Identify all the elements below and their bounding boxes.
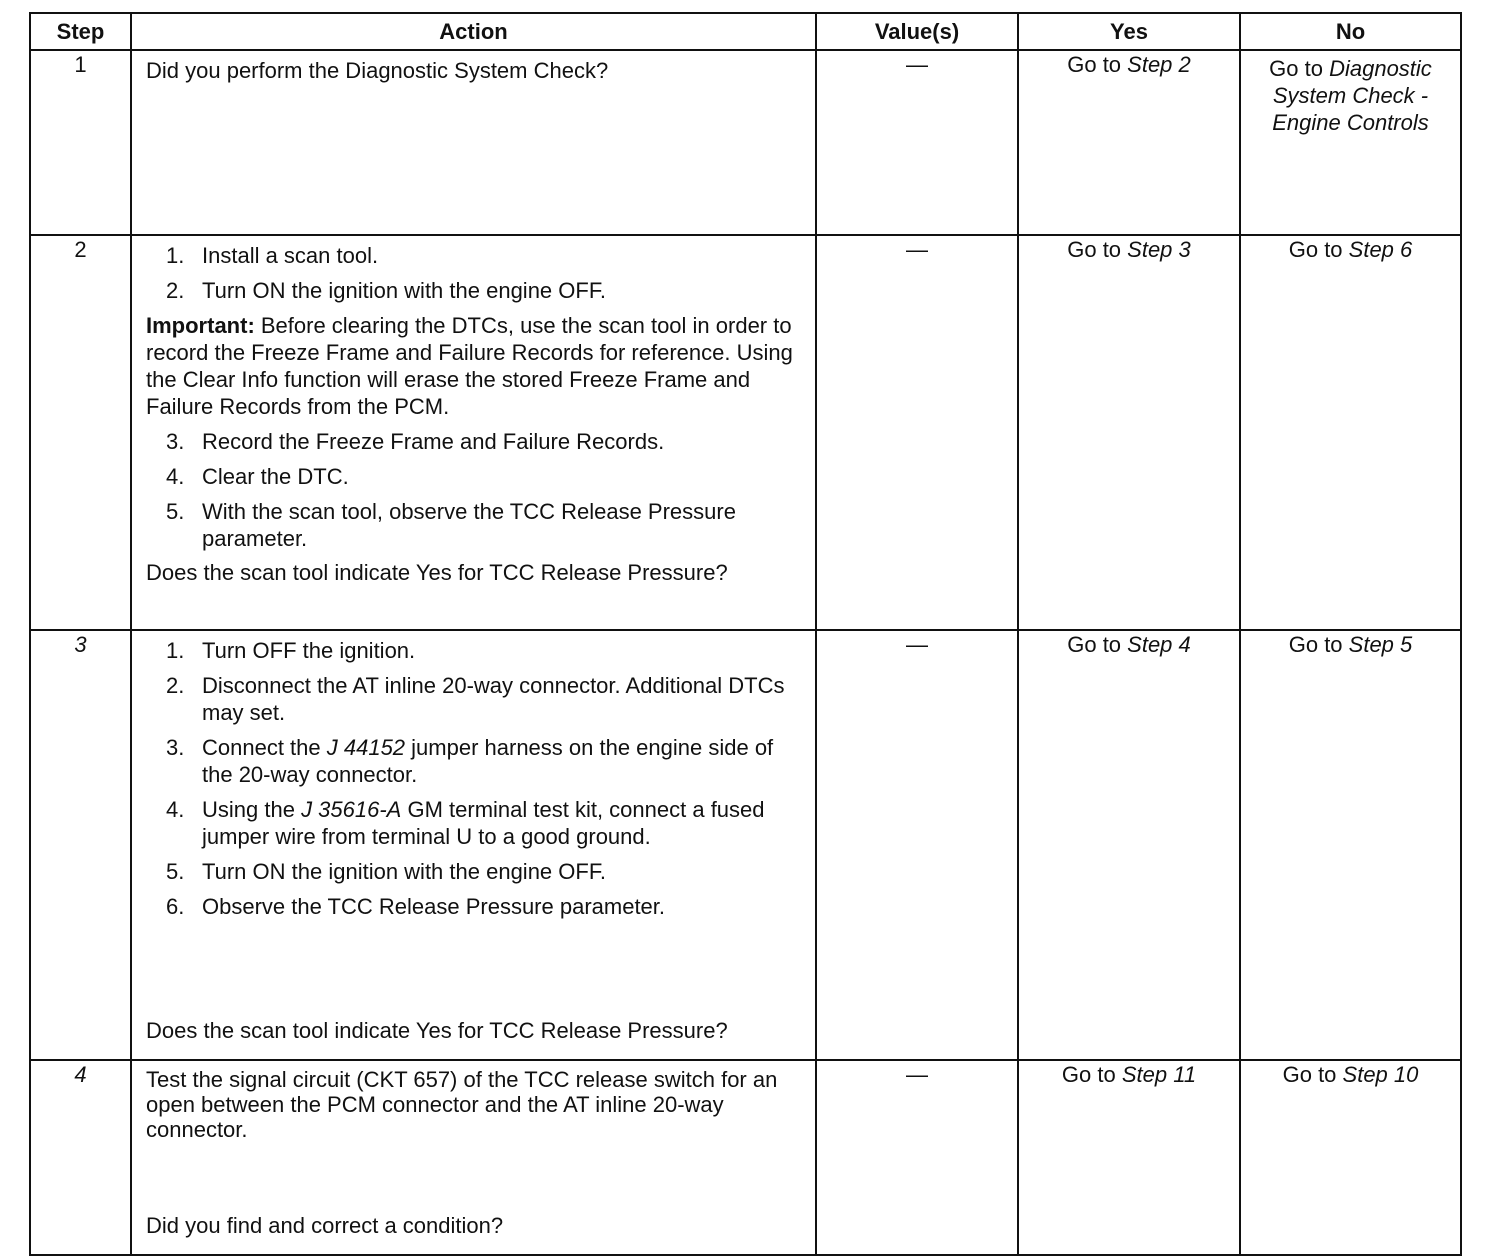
- action-cell: [131, 50, 816, 235]
- list-item: 5. With the scan tool, observe the TCC Release Pressure parameter.: [166, 499, 736, 551]
- value-dash: —: [906, 632, 928, 657]
- value-dash: —: [906, 237, 928, 262]
- table-row-step-2: [30, 235, 1461, 630]
- value-dash: —: [906, 1062, 928, 1087]
- no-link-step-5[interactable]: Step 5: [1348, 632, 1413, 657]
- yes-link-step-11[interactable]: Step 11: [1121, 1062, 1197, 1087]
- action-list: [146, 637, 805, 928]
- no-cell: [1240, 1060, 1461, 1255]
- header-action: Action: [131, 13, 816, 50]
- action-question: Does the scan tool indicate Yes for TCC Release Pressure?: [146, 1018, 728, 1043]
- yes-prefix: Go to: [1067, 632, 1128, 657]
- list-item: 6. Observe the TCC Release Pressure parameter.: [166, 894, 666, 919]
- important-text: Before clearing the DTCs, use the scan tool in order to record the Freeze Frame and Failure Records for reference. Using the Clear Info function will erase the stored Freeze Frame and Failure Records from the PCM.: [146, 313, 793, 419]
- list-item: 4. Clear the DTC.: [166, 464, 349, 489]
- action-question: Did you perform the Diagnostic System Check?: [146, 58, 609, 83]
- tool-j44152: J 44152: [326, 735, 406, 760]
- table-row-step-3: [30, 630, 1461, 1060]
- yes-cell: [1018, 630, 1240, 1060]
- no-cell: [1240, 630, 1461, 1060]
- diagnostic-table: [29, 12, 1462, 1256]
- no-prefix: Go to: [1269, 56, 1330, 81]
- value-cell: [816, 630, 1018, 1060]
- action-text: Test the signal circuit (CKT 657) of the TCC release switch for an open between the PCM connector and the AT inline 20-way connector.: [146, 1067, 778, 1142]
- header-values: Value(s): [816, 13, 1018, 50]
- step-number: 3: [30, 630, 131, 1060]
- header-yes: Yes: [1018, 13, 1240, 50]
- tool-j35616a: J 35616-A: [301, 797, 402, 822]
- header-row: [30, 13, 1461, 50]
- action-question: Does the scan tool indicate Yes for TCC Release Pressure?: [146, 560, 728, 585]
- action-list: [146, 428, 805, 552]
- step-number: 2: [30, 235, 131, 630]
- no-cell: [1240, 50, 1461, 235]
- yes-link-step-4[interactable]: Step 4: [1127, 632, 1191, 657]
- no-cell: [1240, 235, 1461, 630]
- no-link-step-6[interactable]: Step 6: [1348, 237, 1413, 262]
- important-note: [146, 312, 805, 420]
- action-cell: [131, 630, 816, 1060]
- table-row-step-1: [30, 50, 1461, 235]
- list-item: 4. Using the J 35616-A GM terminal test kit, connect a fused jumper wire from terminal U to a good ground.: [166, 797, 765, 849]
- value-dash: —: [906, 52, 928, 77]
- header-step: Step: [30, 13, 131, 50]
- action-question: Did you find and correct a condition?: [146, 1213, 504, 1238]
- step-number: 1: [30, 50, 131, 235]
- yes-cell: [1018, 1060, 1240, 1255]
- step-number: 4: [30, 1060, 131, 1255]
- yes-prefix: Go to: [1067, 52, 1128, 77]
- important-label: Important:: [146, 313, 255, 338]
- yes-cell: [1018, 235, 1240, 630]
- list-item: 1. Turn OFF the ignition.: [166, 638, 416, 663]
- list-item: 2. Disconnect the AT inline 20-way connector. Additional DTCs may set.: [166, 673, 785, 725]
- no-prefix: Go to: [1288, 237, 1349, 262]
- value-cell: [816, 235, 1018, 630]
- yes-prefix: Go to: [1067, 237, 1128, 262]
- list-item: 3. Record the Freeze Frame and Failure Records.: [166, 429, 665, 454]
- action-cell: [131, 235, 816, 630]
- yes-link-step-2[interactable]: Step 2: [1127, 52, 1191, 77]
- no-prefix: Go to: [1282, 1062, 1343, 1087]
- action-list: [146, 242, 805, 304]
- header-no: No: [1240, 13, 1461, 50]
- action-cell: [131, 1060, 816, 1255]
- list-item: 2. Turn ON the ignition with the engine OFF.: [166, 278, 606, 303]
- table-row-step-4: [30, 1060, 1461, 1255]
- yes-link-step-3[interactable]: Step 3: [1127, 237, 1191, 262]
- value-cell: [816, 50, 1018, 235]
- no-link-step-10[interactable]: Step 10: [1342, 1062, 1419, 1087]
- yes-prefix: Go to: [1061, 1062, 1122, 1087]
- value-cell: [816, 1060, 1018, 1255]
- list-item: 5. Turn ON the ignition with the engine OFF.: [166, 859, 606, 884]
- no-link-diagnostic-system-check[interactable]: Diagnostic System Check - Engine Controls: [1272, 56, 1432, 135]
- list-item: 1. Install a scan tool.: [166, 243, 379, 268]
- yes-cell: [1018, 50, 1240, 235]
- list-item: 3. Connect the J 44152 jumper harness on the engine side of the 20-way connector.: [166, 735, 774, 787]
- no-prefix: Go to: [1288, 632, 1349, 657]
